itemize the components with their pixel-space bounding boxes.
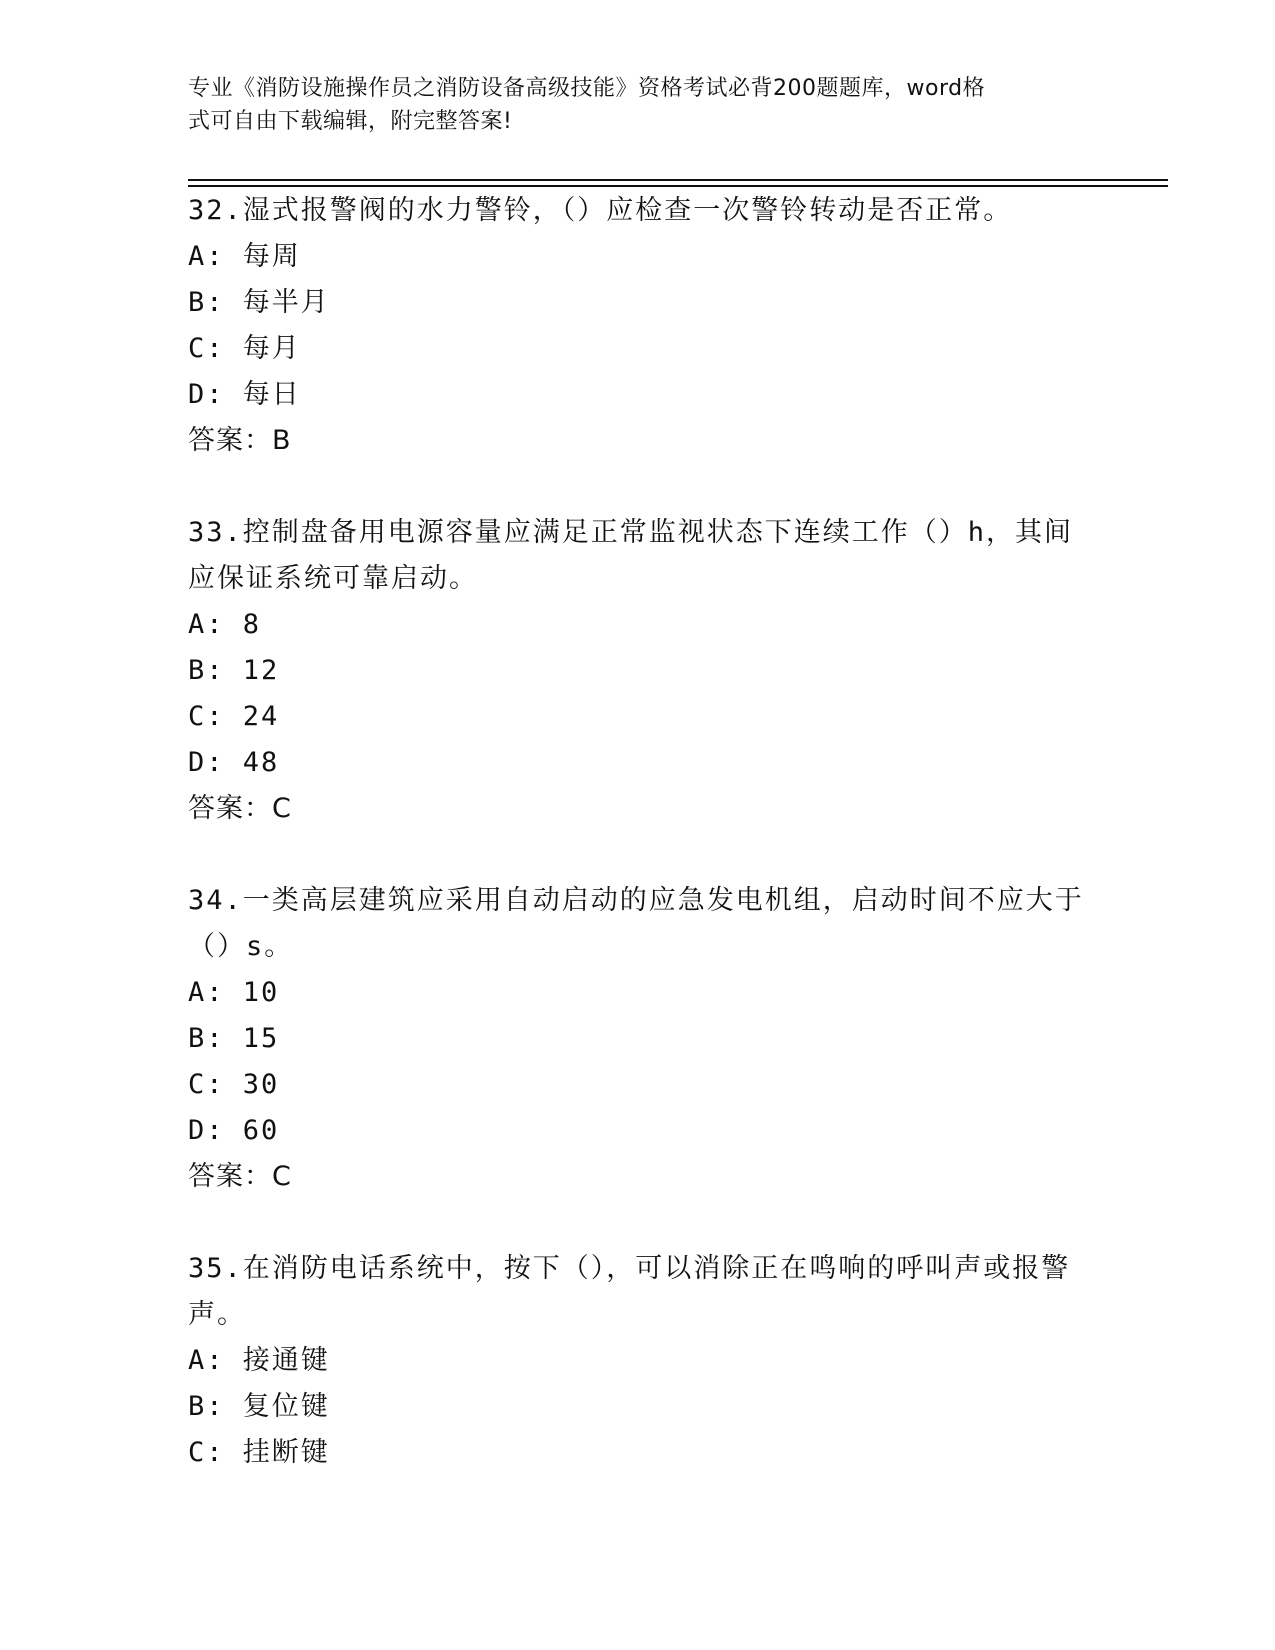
page-header bbox=[188, 72, 1088, 138]
question-stem-line: 34.一类高层建筑应采用自动启动的应急发电机组，启动时间不应大于 bbox=[188, 885, 1084, 916]
question-stem bbox=[188, 1246, 1088, 1338]
question-stem bbox=[188, 188, 1088, 234]
question-stem-line: 应保证系统可靠启动。 bbox=[188, 563, 478, 594]
question-stem-line: （）s。 bbox=[188, 931, 294, 962]
option-b: B: 每半月 bbox=[188, 287, 330, 318]
answer-line: 答案：B bbox=[188, 425, 292, 456]
question-stem bbox=[188, 878, 1088, 970]
header-divider-top bbox=[188, 179, 1168, 181]
question-34 bbox=[188, 878, 1088, 1200]
question-stem-line: 33.控制盘备用电源容量应满足正常监视状态下连续工作（）h，其间 bbox=[188, 517, 1074, 548]
question-stem bbox=[188, 510, 1088, 602]
option-c: C: 30 bbox=[188, 1069, 280, 1100]
header-line-2: 式可自由下载编辑，附完整答案! bbox=[188, 109, 513, 134]
option-c: C: 挂断键 bbox=[188, 1437, 330, 1468]
option-c: C: 24 bbox=[188, 701, 280, 732]
option-b: B: 复位键 bbox=[188, 1391, 330, 1422]
question-35 bbox=[188, 1246, 1088, 1476]
option-a: A: 每周 bbox=[188, 241, 301, 272]
option-c: C: 每月 bbox=[188, 333, 301, 364]
option-a: A: 8 bbox=[188, 609, 262, 640]
question-stem-line: 声。 bbox=[188, 1299, 246, 1330]
answer-line: 答案：C bbox=[188, 793, 292, 824]
option-d: D: 每日 bbox=[188, 379, 301, 410]
question-32 bbox=[188, 188, 1088, 464]
option-b: B: 12 bbox=[188, 655, 280, 686]
question-list bbox=[188, 188, 1088, 1476]
option-b: B: 15 bbox=[188, 1023, 280, 1054]
option-d: D: 48 bbox=[188, 747, 280, 778]
option-d: D: 60 bbox=[188, 1115, 280, 1146]
option-a: A: 接通键 bbox=[188, 1345, 330, 1376]
question-stem-line: 32.湿式报警阀的水力警铃，（）应检查一次警铃转动是否正常。 bbox=[188, 195, 1013, 226]
header-divider-bottom bbox=[188, 185, 1168, 187]
answer-line: 答案：C bbox=[188, 1161, 292, 1192]
question-stem-line: 35.在消防电话系统中，按下（），可以消除正在鸣响的呼叫声或报警 bbox=[188, 1253, 1071, 1284]
option-a: A: 10 bbox=[188, 977, 280, 1008]
question-33 bbox=[188, 510, 1088, 832]
header-line-1: 专业《消防设施操作员之消防设备高级技能》资格考试必背200题题库，word格 bbox=[188, 76, 986, 101]
